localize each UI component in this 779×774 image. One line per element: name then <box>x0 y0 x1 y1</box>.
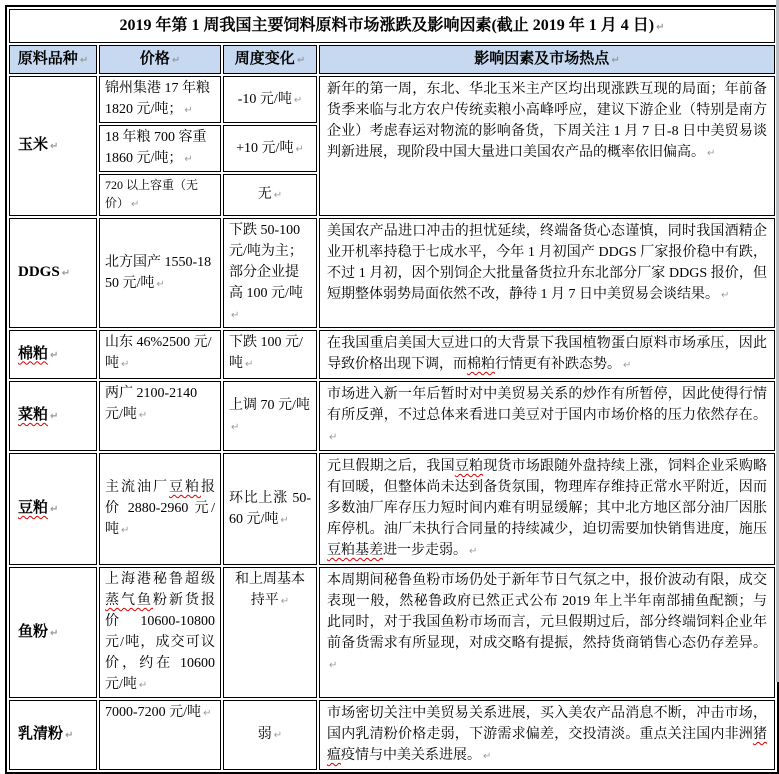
text-segment: 市场密切关注中美贸易关系进展，买入美农产品消息不断，冲击市场，国内乳清粉价格走弱，下游需求偏差，交投清淡。重点关注国内非洲 <box>327 706 767 742</box>
cotton-meal-price-cell: 山东 46%2500 元/吨 ↵ <box>99 330 221 379</box>
header-row <box>9 45 775 74</box>
spellcheck-flagged-text: 猪瘟 <box>327 727 767 763</box>
rapeseed-meal-change-cell: 上调 70 元/吨 ↵ <box>223 381 317 451</box>
ddgs-price-cell: 北方国产 1550-1850 元/吨 ↵ <box>99 218 221 328</box>
spellcheck-flagged-text: 棉粕 <box>18 345 49 362</box>
spellcheck-flagged-text: 棉粕 <box>467 357 495 372</box>
header-variety: 原料品种 ↵ <box>9 45 97 74</box>
fish-meal-change-cell: 和上周基本持平 ↵ <box>223 567 317 698</box>
ddgs-name-cell: DDGS ↵ <box>9 218 97 328</box>
text-segment: 进一步走弱。 <box>383 543 467 558</box>
soybean-meal-change-cell: 环比上涨 50-60 元/吨 ↵ <box>223 453 317 565</box>
row-ddgs <box>9 218 775 328</box>
row-cotton-meal <box>9 330 775 379</box>
text-segment: 上海港秘鲁超级 <box>105 572 215 587</box>
whey-powder-price-cell: 7000-7200 元/吨 ↵ <box>99 700 221 770</box>
soybean-meal-price-cell <box>99 453 221 565</box>
corn-change-2: +10 元/吨 ↵ <box>223 125 317 172</box>
spellcheck-flagged-text: 豆粕 <box>169 480 201 495</box>
text-segment: 行情更有补跌态势。 <box>495 357 621 372</box>
table-title: 2019 年第 1 周我国主要饲料原料市场涨跌及影响因素(截止 2019 年 1 月 4 日) ↵ <box>9 9 775 43</box>
row-rapeseed-meal <box>9 381 775 451</box>
fish-meal-factors-cell: 本周期间秘鲁鱼粉市场仍处于新年节日气氛之中，报价波动有限，成交表现一般，然秘鲁政府已然正式公布 2019 年上半年南部捕鱼配额；与此同时，对于我国鱼粉市场而言，元旦假期过后，部分终端饲料企业年前备货需求有所显现，对成交略有提振，然持货商销售心态仍存差异。 ↵ <box>319 567 775 698</box>
spellcheck-flagged-text: 豆粕 <box>18 500 49 516</box>
spellcheck-flagged-text: 蒸气鱼 <box>105 593 153 608</box>
spellcheck-flagged-text: 豆粕 <box>454 459 484 474</box>
table-title-row <box>9 9 775 43</box>
fish-meal-price-cell <box>99 567 221 698</box>
text-segment: 在我国重启美国大豆进口的大背景下我国植物蛋白原料市场承压，因此导致价格出现下调，而 <box>327 336 767 372</box>
corn-change-3: 无 ↵ <box>223 174 317 216</box>
ddgs-factors-cell: 美国农产品进口冲击的担忧延续，终端备货心态谨慎，同时我国酒精企业开机率持稳于七成水平，今年 1 月初国产 DDGS 厂家报价稳中有跌，不过 1 月初，因个别饲企大批量备货拉升东北部分厂家 DDGS 报价，但短期整体弱势局面依然不改，静待 1 月 7 日中美贸易会谈结果。 ↵ <box>319 218 775 328</box>
text-segment: 元旦假期之后，我国 <box>327 459 455 474</box>
whey-powder-change-cell: 弱 ↵ <box>223 700 317 770</box>
whey-powder-factors-cell <box>319 700 775 770</box>
corn-factors-cell: 新年的第一周，东北、华北玉米主产区均出现涨跌互现的局面；年前备货季来临与北方农户传统卖粮小高峰呼应，建议下游企业（特别是南方企业）考虑春运对物流的影响备货，下周关注 1 月 7 日-8 日中美贸易谈判新进展，现阶段中国大量进口美国农产品的概率依旧偏高。 ↵ <box>319 76 775 216</box>
cotton-meal-factors-cell <box>319 330 775 379</box>
fish-meal-name-cell: 鱼粉 ↵ <box>9 567 97 698</box>
market-table <box>5 5 779 774</box>
text-segment: 粉新货报价 10600-10800 元/吨，成交可议价，约在 10600 元/吨 <box>105 593 215 692</box>
rapeseed-meal-factors-cell: 市场进入新一年后暂时对中美贸易关系的炒作有所暂停，因此使得行情有所反弹，不过总体来看进口美豆对于国内市场价格的压力依然存在。 ↵ <box>319 381 775 451</box>
cotton-meal-change-cell: 下跌 100 元/吨 ↵ <box>223 330 317 379</box>
soybean-meal-factors-cell <box>319 453 775 565</box>
whey-powder-name-cell: 乳清粉 ↵ <box>9 700 97 770</box>
cotton-meal-name-cell <box>9 330 97 379</box>
header-weekly-change: 周度变化 ↵ <box>223 45 317 74</box>
text-segment: 主流油厂 <box>105 480 169 495</box>
rapeseed-meal-name-cell <box>9 381 97 451</box>
text-segment: 疫情与中美关系进展。 <box>341 748 481 763</box>
corn-price-1: 锦州集港 17 年粮 1820 元/吨； ↵ <box>99 76 221 123</box>
row-whey-powder <box>9 700 775 770</box>
header-price: 价格 ↵ <box>99 45 221 74</box>
corn-name-cell: 玉米 ↵ <box>9 76 97 216</box>
soybean-meal-name-cell <box>9 453 97 565</box>
row-soybean-meal <box>9 453 775 565</box>
row-fish-meal <box>9 567 775 698</box>
spellcheck-flagged-text: 菜粕 <box>18 407 49 423</box>
corn-price-3: 720 以上容重（无价） ↵ <box>99 174 221 216</box>
corn-price-2: 18 年粮 700 容重 1860 元/吨； ↵ <box>99 125 221 172</box>
row-corn-sub1 <box>9 76 775 123</box>
corn-change-1: -10 元/吨 ↵ <box>223 76 317 123</box>
rapeseed-meal-price-cell: 两广 2100-2140 元/吨 ↵ <box>99 381 221 451</box>
header-factors: 影响因素及市场热点 ↵ <box>319 45 775 74</box>
text-segment: 现货市场跟随外盘持续上涨，饲料企业采购略有回暖，但整体尚未达到备货氛围，物理库存维持正常水平附近，因而多数油厂库存压力短时间内难有明显缓解；其中北方地区部分油厂因胀库停机。油厂未执行合同量的持续减少，迫切需要加快销售进度，施压 <box>327 459 768 537</box>
spellcheck-flagged-text: 豆粕基差 <box>327 543 383 558</box>
ddgs-change-cell: 下跌 50-100 元/吨为主；部分企业提高 100 元/吨 ↵ <box>223 218 317 328</box>
text-segment: 报价 2880-2960 元/吨 <box>105 480 215 537</box>
